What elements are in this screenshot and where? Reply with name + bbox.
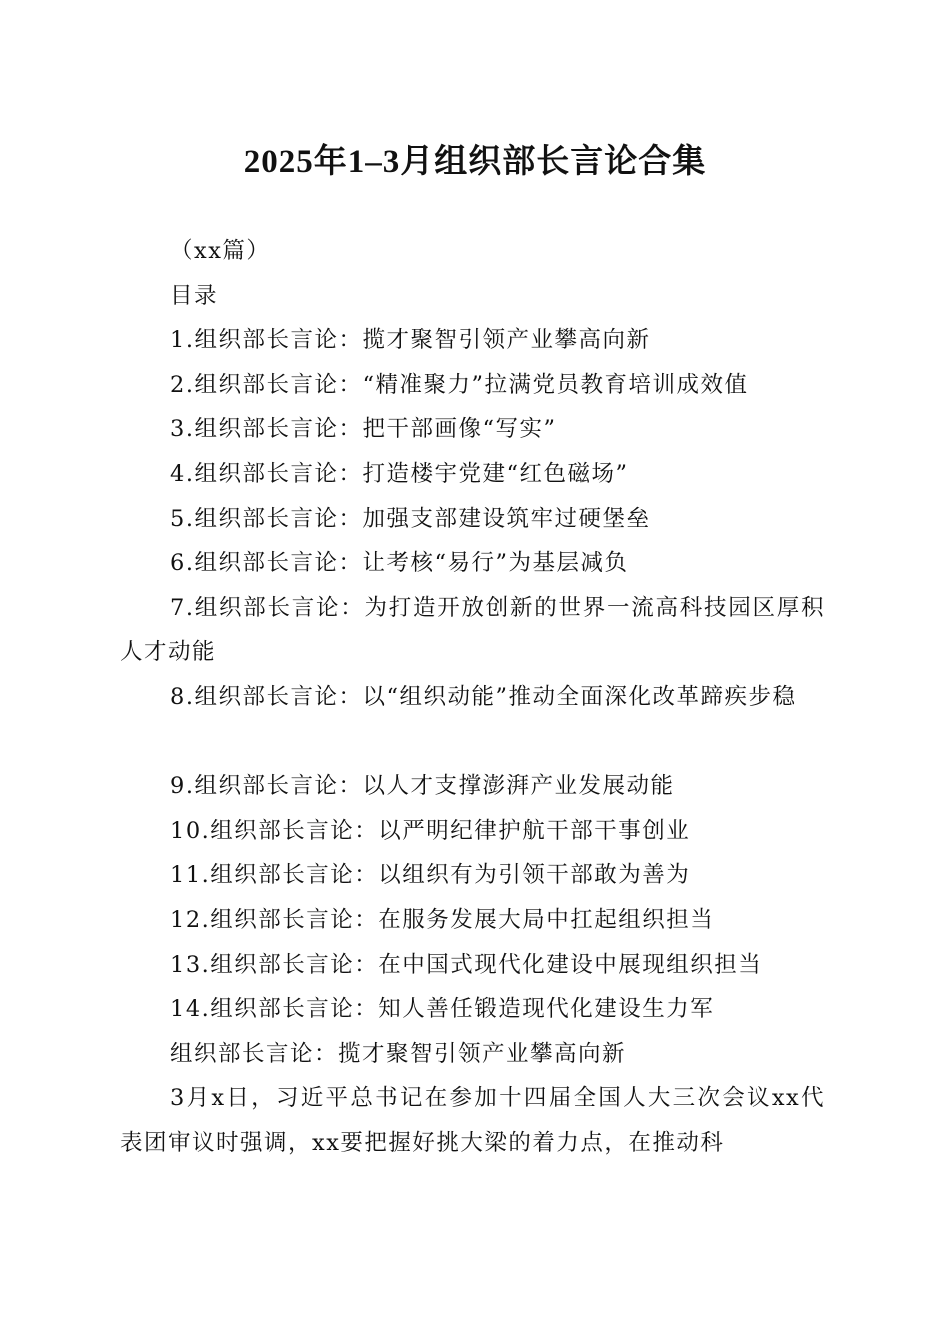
- toc-item-label: 组织部长言论：以严明纪律护航干部干事创业: [210, 817, 691, 844]
- body-paragraph: 3月x日，习近平总书记在参加十四届全国人大三次会议xx代表团审议时强调，xx要把握好挑大梁的着力点，在推动科: [120, 1085, 825, 1156]
- toc-item-label: 组织部长言论：把干部画像“写实”: [194, 416, 557, 443]
- toc-item: [120, 541, 825, 586]
- toc-item-number: 8.: [170, 683, 195, 710]
- toc-item-number: 5.: [170, 505, 195, 532]
- toc-item-number: 14.: [170, 996, 211, 1023]
- toc-item-label: 组织部长言论：在中国式现代化建设中展现组织担当: [210, 951, 763, 978]
- toc-item-label: 组织部长言论：以组织有为引领干部敢为善为: [210, 862, 691, 889]
- toc-item-number: 4.: [170, 460, 195, 487]
- toc-item: [120, 452, 825, 497]
- toc-item-number: 2.: [170, 371, 195, 398]
- toc-item-label: 组织部长言论：知人善任锻造现代化建设生力军: [210, 996, 715, 1023]
- toc-item-label: 组织部长言论：以人才支撑澎湃产业发展动能: [194, 773, 675, 800]
- toc-item-number: 12.: [170, 906, 211, 933]
- toc-item-number: 6.: [170, 550, 195, 577]
- toc-item-number: 9.: [170, 773, 195, 800]
- toc-item-number: 10.: [170, 817, 211, 844]
- toc-item: [120, 987, 825, 1032]
- toc-item-label: 组织部长言论：让考核“易行”为基层减负: [194, 550, 629, 577]
- toc-item: [120, 809, 825, 854]
- toc-item: [120, 675, 825, 764]
- toc-item-number: 13.: [170, 951, 211, 978]
- toc-item-label: 组织部长言论：揽才聚智引领产业攀高向新: [194, 327, 651, 354]
- toc-item-label: 组织部长言论：“精准聚力”拉满党员教育培训成效值: [194, 371, 749, 398]
- toc-item: [120, 407, 825, 452]
- section-heading: 组织部长言论：揽才聚智引领产业攀高向新: [170, 1040, 627, 1067]
- toc-item-number: 11.: [170, 862, 211, 889]
- toc-item-number: 7.: [170, 594, 195, 621]
- document-subtitle: （xx篇）: [170, 238, 271, 264]
- toc-item-label: 组织部长言论：在服务发展大局中扛起组织担当: [210, 906, 715, 933]
- document-body: [120, 229, 825, 1165]
- toc-item: [120, 586, 825, 675]
- toc-item-label: 组织部长言论：打造楼宇党建“红色磁场”: [194, 460, 629, 487]
- toc-item: [120, 363, 825, 408]
- toc-item-label: 组织部长言论：为打造开放创新的世界一流高科技园区厚积人才动能: [120, 594, 825, 666]
- document-title: 2025年1–3月组织部长言论合集: [243, 144, 707, 180]
- toc-heading: 目录: [170, 282, 219, 309]
- toc-item: [120, 318, 825, 363]
- toc-item-label: 组织部长言论：加强支部建设筑牢过硬堡垒: [194, 505, 651, 532]
- toc-item-number: 1.: [170, 327, 195, 354]
- toc-item: [120, 764, 825, 809]
- toc-item: [120, 898, 825, 943]
- toc-item: [120, 943, 825, 988]
- toc-item: [120, 497, 825, 542]
- toc-item: [120, 853, 825, 898]
- toc-item-label: 组织部长言论：以“组织动能”推动全面深化改革蹄疾步稳: [194, 683, 797, 710]
- toc-item-number: 3.: [170, 416, 195, 443]
